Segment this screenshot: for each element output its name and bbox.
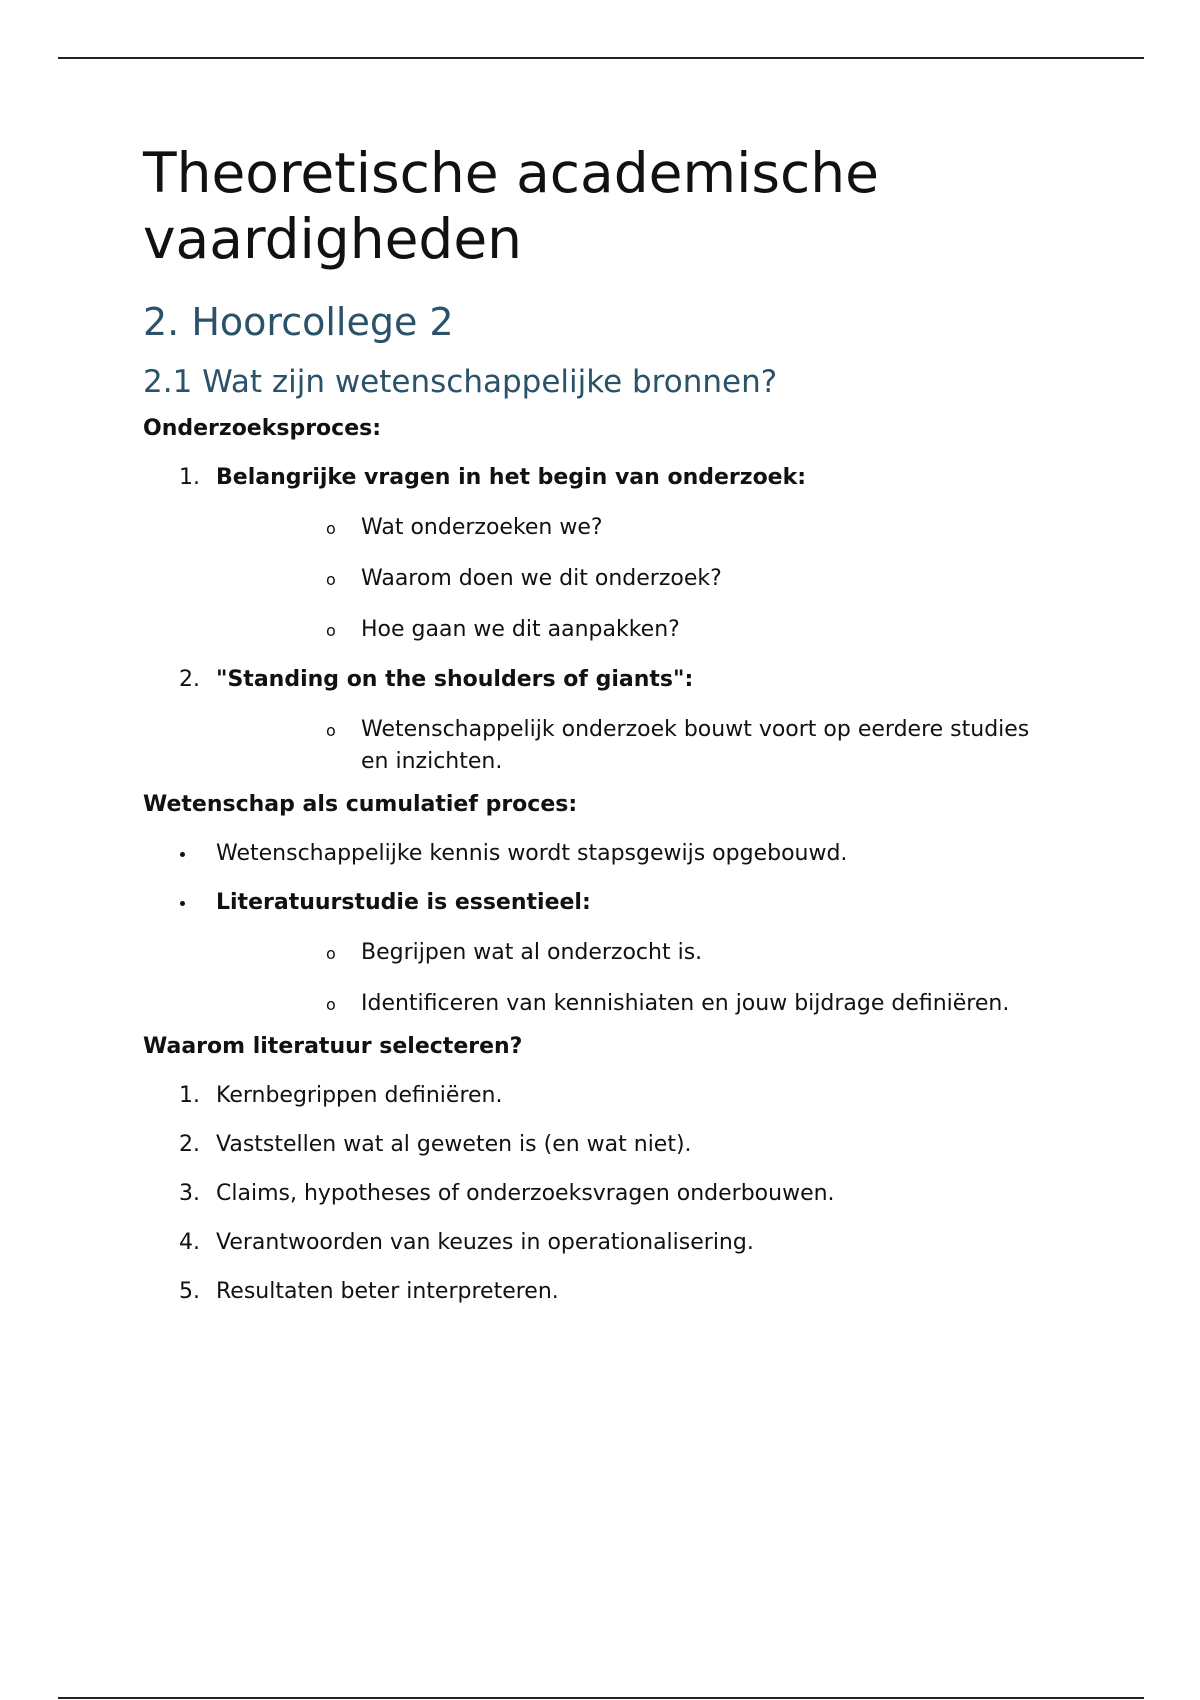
sub-list-item-text: Wetenschappelijk onderzoek bouwt voort op eerdere studies en inzichten. <box>361 717 1030 774</box>
list-item <box>143 1081 1043 1111</box>
onderzoeksproces-label: Onderzoeksproces: <box>143 416 382 441</box>
list-item <box>143 1179 1043 1209</box>
list-number: 2. <box>179 1132 200 1157</box>
sub-list-item <box>216 937 1043 969</box>
list-item-text: Claims, hypotheses of onderzoeksvragen onderbouwen. <box>216 1181 835 1206</box>
selecteren-label: Waarom literatuur selecteren? <box>143 1034 523 1059</box>
sub-list-item <box>216 714 1043 778</box>
list-item <box>143 1228 1043 1258</box>
circle-bullet-icon: o <box>326 995 336 1014</box>
list-item-text: Vaststellen wat al geweten is (en wat niet). <box>216 1132 692 1157</box>
sub-list-item <box>216 988 1043 1020</box>
bullet-dot-icon <box>180 901 185 906</box>
selecteren-list <box>143 1081 1043 1307</box>
circle-bullet-icon: o <box>326 519 336 538</box>
sub-list <box>216 937 1043 1020</box>
list-number: 5. <box>179 1279 200 1304</box>
circle-bullet-icon: o <box>326 721 336 740</box>
sub-list-item-text: Waarom doen we dit onderzoek? <box>361 566 722 591</box>
sub-list <box>216 512 1043 646</box>
list-number: 1. <box>179 1083 200 1108</box>
list-item-text: Literatuurstudie is essentieel: <box>216 890 591 915</box>
list-item <box>143 1277 1043 1307</box>
list-number: 2. <box>179 667 200 692</box>
list-item-text: Wetenschappelijke kennis wordt stapsgewijs opgebouwd. <box>216 841 848 866</box>
sub-list-item <box>216 512 1043 544</box>
chapter-heading: 2. Hoorcollege 2 <box>143 300 454 344</box>
circle-bullet-icon: o <box>326 621 336 640</box>
footer-rule <box>58 1697 1144 1699</box>
sub-list-item <box>216 614 1043 646</box>
onderzoeksproces-list <box>143 463 1043 778</box>
document-body <box>143 140 1043 1307</box>
sub-list-item-text: Hoe gaan we dit aanpakken? <box>361 617 680 642</box>
list-item-text: Verantwoorden van keuzes in operationalisering. <box>216 1230 754 1255</box>
list-item-text: Kernbegrippen definiëren. <box>216 1083 503 1108</box>
list-item-text: "Standing on the shoulders of giants": <box>216 667 694 692</box>
sub-list <box>216 714 1043 778</box>
list-item <box>143 665 1043 778</box>
sub-list-item-text: Identificeren van kennishiaten en jouw bijdrage definiëren. <box>361 991 1010 1016</box>
circle-bullet-icon: o <box>326 570 336 589</box>
list-item <box>143 1130 1043 1160</box>
cumulatief-list <box>143 839 1043 1020</box>
list-item-text: Belangrijke vragen in het begin van onderzoek: <box>216 465 807 490</box>
sub-list-item-text: Wat onderzoeken we? <box>361 515 603 540</box>
list-item <box>143 839 1043 869</box>
cumulatief-label: Wetenschap als cumulatief proces: <box>143 792 578 817</box>
circle-bullet-icon: o <box>326 944 336 963</box>
list-item <box>143 888 1043 1020</box>
list-number: 4. <box>179 1230 200 1255</box>
sub-list-item <box>216 563 1043 595</box>
subsection-heading: 2.1 Wat zijn wetenschappelijke bronnen? <box>143 364 778 400</box>
list-number: 3. <box>179 1181 200 1206</box>
sub-list-item-text: Begrijpen wat al onderzocht is. <box>361 940 703 965</box>
document-title: Theoretische academische vaardigheden <box>143 141 879 271</box>
list-number: 1. <box>179 465 200 490</box>
list-item-text: Resultaten beter interpreteren. <box>216 1279 559 1304</box>
bullet-dot-icon <box>180 852 185 857</box>
list-item <box>143 463 1043 646</box>
header-rule <box>58 57 1144 59</box>
